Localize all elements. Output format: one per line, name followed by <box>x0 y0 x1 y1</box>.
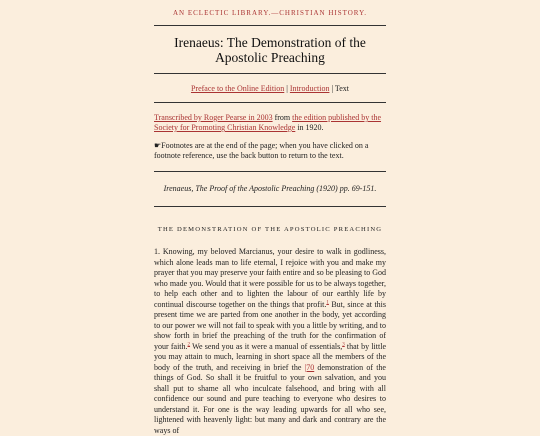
page-reference-link[interactable]: |70 <box>304 362 315 372</box>
credit-year: in 1920. <box>295 123 324 132</box>
nav-separator: | <box>284 84 290 93</box>
paragraph-text: We send you as it were a manual of essentials, <box>190 341 343 351</box>
masthead-end: . <box>364 9 367 17</box>
footnote-ref-3[interactable]: 3 <box>342 341 345 347</box>
footnote-ref-2[interactable]: 2 <box>187 341 191 347</box>
library-link[interactable]: AN ECLECTIC LIBRARY <box>172 9 269 17</box>
top-rule <box>154 25 386 26</box>
footnote-ref-1[interactable]: 1 <box>326 299 329 305</box>
current-text-label: Text <box>334 84 350 93</box>
citation-rule <box>154 206 386 207</box>
edition-link[interactable]: the edition published by the Society for Promoting Christian Knowledge <box>154 113 382 132</box>
paragraph-1 <box>154 247 386 436</box>
page-title: Irenaeus: The Demonstration of the Apostolic Preaching <box>174 35 366 65</box>
transcriber-link[interactable]: Transcribed by Roger Pearse in 2003 <box>154 113 273 122</box>
title-rule <box>154 73 386 74</box>
christian-history-link[interactable]: CHRISTIAN HISTORY <box>279 9 365 17</box>
nav-separator: | <box>329 84 335 93</box>
paragraph-text: 1. Knowing, my beloved Marcianus, your desire to walk in godliness, which alone leads man to life eternal, I rejoice with you and make my prayer that you may preserve your faith entire and so be pleasing to God who made you. Would that it were possible for us to be always together, to help each other and to lighten the labour of our earthly life by continual discourse together on the things that profit. <box>154 247 386 309</box>
masthead-separator: .— <box>268 9 280 17</box>
paragraph-text: But, since at this present time we are parted from one another in the body, yet according to our power we will not fail to speak with you a little by writing, and to show forth in brief the preaching of the truth for the confirmation of your faith. <box>154 299 387 351</box>
credit-from: from <box>272 113 293 122</box>
section-heading: THE DEMONSTRATION OF THE APOSTOLIC PREACHING <box>157 226 383 233</box>
paragraph-text: that by little you may attain to much, learning in short space all the members of the body of the truth, and receiving in brief the <box>154 341 386 372</box>
transcription-credit <box>154 113 386 133</box>
section-nav <box>154 84 386 93</box>
nav-rule <box>154 102 386 103</box>
masthead <box>154 9 386 17</box>
introduction-link[interactable]: Introduction <box>289 84 330 93</box>
page-column <box>154 0 386 436</box>
note-rule <box>154 171 386 172</box>
source-citation: Irenaeus, The Proof of the Apostolic Preaching (1920) pp. 69-151. <box>163 184 377 193</box>
paragraph-text: demonstration of the things of God. So shall it be fruitful to your own salvation, and you shall put to shame all who inculcate falsehood, and bring with all confidence our sound and pure teaching to everyone who desires to understand it. For one is the way leading upwards for all who see, lightened with heavenly light: but many and dark and contrary are the ways of <box>154 362 386 435</box>
footnote-note: ☛Footnotes are at the end of the page; when you have clicked on a footnote reference, use the back button to return to the text. <box>154 141 369 160</box>
preface-link[interactable]: Preface to the Online Edition <box>190 84 285 93</box>
